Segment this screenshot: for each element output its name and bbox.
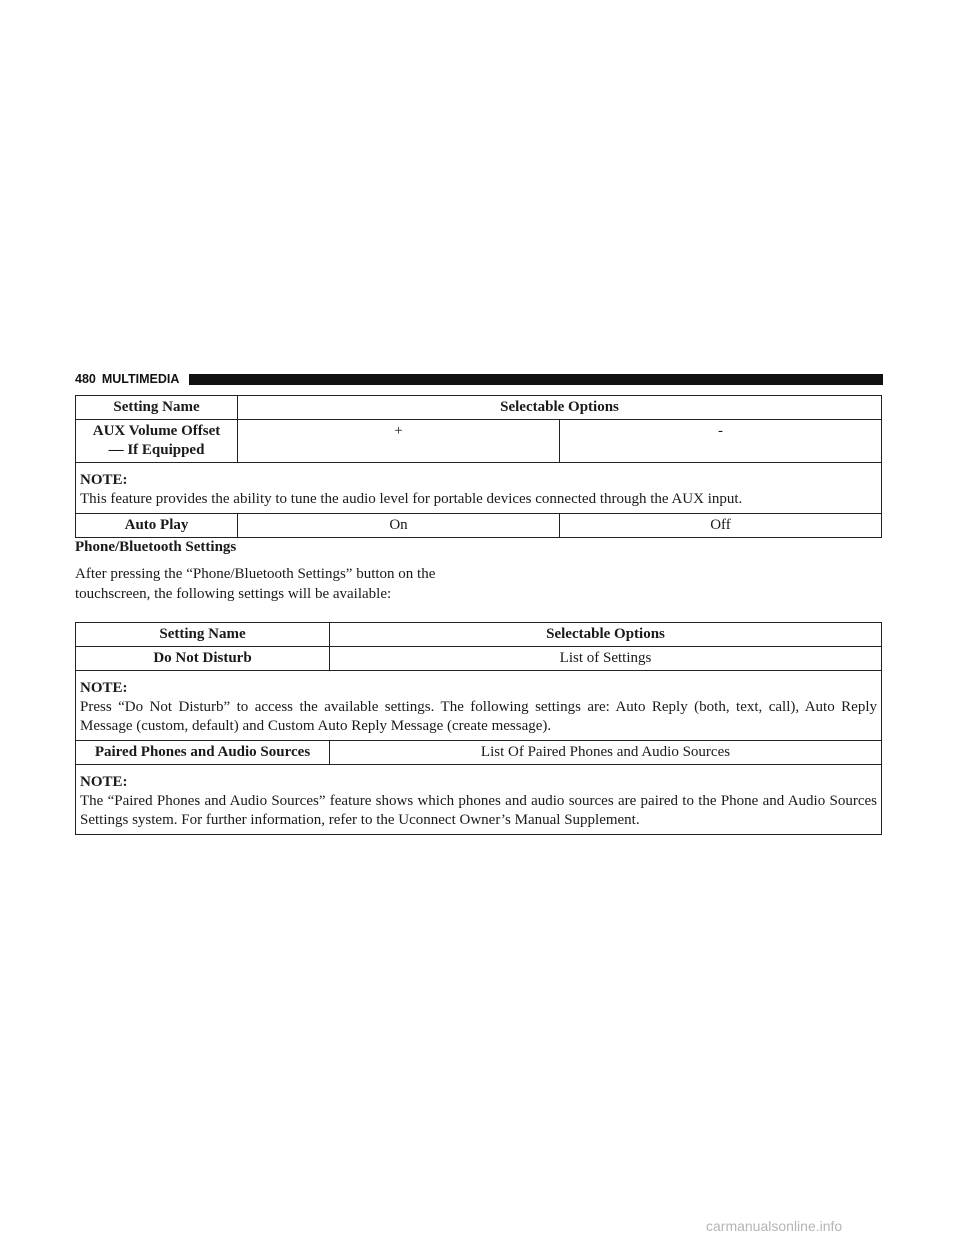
note-label: NOTE: xyxy=(80,472,128,488)
table-row xyxy=(76,647,882,671)
option-paired-list: List Of Paired Phones and Audio Sources xyxy=(330,741,882,765)
table-row xyxy=(76,514,882,538)
table-row xyxy=(76,420,882,463)
option-off: Off xyxy=(560,514,882,538)
page-header xyxy=(75,371,883,387)
section-name: MULTIMEDIA xyxy=(101,372,180,386)
col-setting-name: Setting Name xyxy=(76,623,330,647)
note-text: Press “Do Not Disturb” to access the available settings. The following settings are: Auto Reply (both, text, call), Auto Reply Message (custom, default) and Custom Auto Reply Message (create message). xyxy=(80,699,877,734)
watermark: carmanualsonline.info xyxy=(706,1218,843,1234)
col-setting-name: Setting Name xyxy=(76,396,238,420)
option-minus: - xyxy=(560,420,882,463)
aux-note xyxy=(76,463,882,514)
setting-paired-phones: Paired Phones and Audio Sources xyxy=(76,741,330,765)
setting-do-not-disturb: Do Not Disturb xyxy=(76,647,330,671)
col-selectable-options: Selectable Options xyxy=(238,396,882,420)
table-row xyxy=(76,741,882,765)
note-label: NOTE: xyxy=(80,680,128,696)
media-settings-table xyxy=(75,395,882,538)
note-row xyxy=(76,671,882,741)
section-heading: Phone/Bluetooth Settings xyxy=(75,539,237,555)
note-text: The “Paired Phones and Audio Sources” feature shows which phones and audio sources are paired to the Phone and Audio Sources Settings system. For further information, refer to the Uconnect Owner’s Manual Supplement. xyxy=(80,793,877,828)
setting-aux-volume-offset xyxy=(76,420,238,463)
setting-auto-play: Auto Play xyxy=(76,514,238,538)
note-label: NOTE: xyxy=(80,774,128,790)
note-text: This feature provides the ability to tune the audio level for portable devices connected through the AUX input. xyxy=(80,491,743,507)
phone-settings-table xyxy=(75,622,882,835)
section-intro: After pressing the “Phone/Bluetooth Settings” button on the touchscreen, the following settings will be available: xyxy=(75,566,436,602)
paired-note xyxy=(76,765,882,835)
table-header-row xyxy=(76,623,882,647)
option-on: On xyxy=(238,514,560,538)
table-header-row xyxy=(76,396,882,420)
col-selectable-options: Selectable Options xyxy=(330,623,882,647)
note-row xyxy=(76,765,882,835)
page-number: 480 xyxy=(75,372,96,386)
note-row xyxy=(76,463,882,514)
dnd-note xyxy=(76,671,882,741)
option-list-of-settings: List of Settings xyxy=(330,647,882,671)
setting-qualifier: — If Equipped xyxy=(108,442,205,458)
option-plus: + xyxy=(238,420,560,463)
setting-name: AUX Volume Offset xyxy=(92,423,221,439)
header-rule xyxy=(189,374,883,385)
